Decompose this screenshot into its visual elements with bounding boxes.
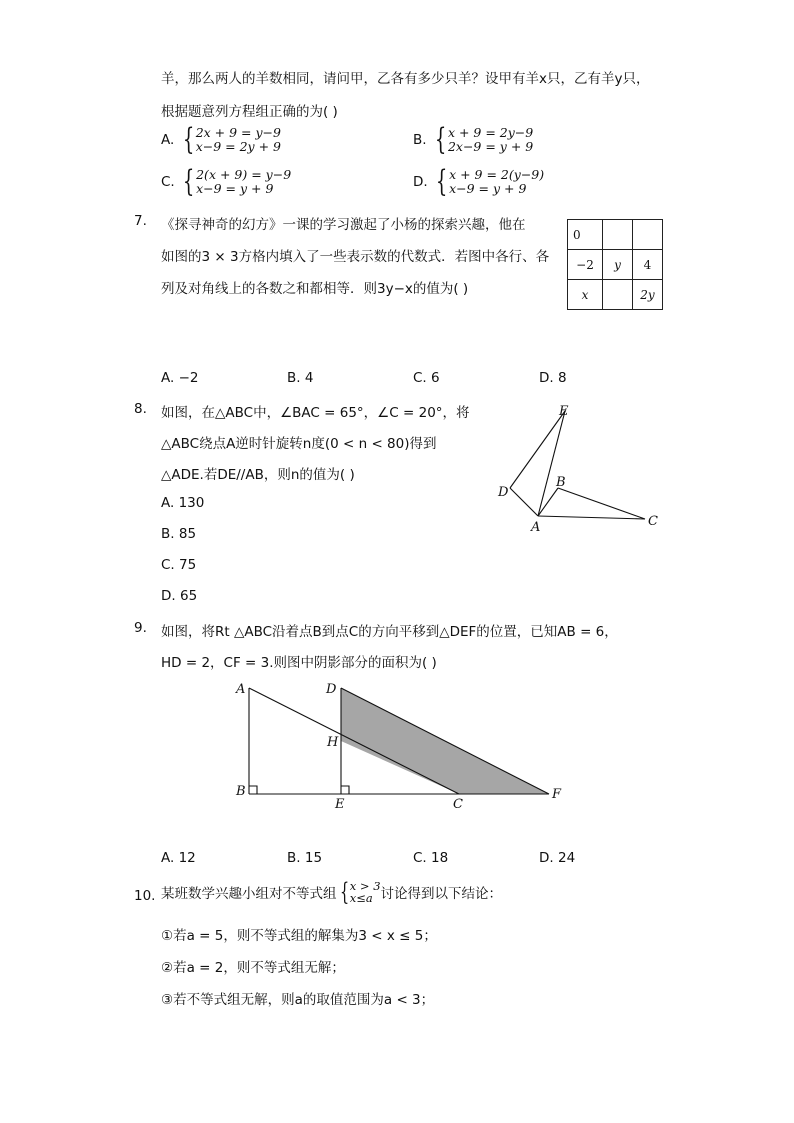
label-a: A [531, 520, 541, 535]
grid-cell: 2y [633, 280, 663, 310]
segment-ac [538, 516, 645, 519]
label-e: E [335, 797, 345, 812]
segment-ae [538, 411, 565, 516]
magic-square-grid [567, 219, 663, 310]
brace-icon: { [182, 164, 195, 199]
label-b: B [236, 784, 246, 799]
q8-line1: 如图，在△ABC中，∠BAC = 65°，∠C = 20°，将 [161, 405, 470, 421]
segment-bc [558, 488, 645, 519]
q7-number: 7. [134, 213, 147, 229]
q8-option-c[interactable]: C. 75 [161, 557, 197, 573]
q7-option-a[interactable]: A. −2 [161, 370, 199, 386]
q9-line2: HD = 2，CF = 3.则图中阴影部分的面积为( ) [161, 655, 437, 671]
q6-option-a[interactable]: A. { 2x + 9 = y−9 x−9 = 2y + 9 [161, 122, 281, 157]
q7-option-c[interactable]: C. 6 [413, 370, 440, 386]
q10-conclusion-1: ①若a = 5，则不等式组的解集为3 < x ≤ 5； [161, 928, 437, 944]
q7-option-d[interactable]: D. 8 [539, 370, 567, 386]
q9-option-d[interactable]: D. 24 [539, 850, 576, 866]
q8-line3: △ADE.若DE//AB，则n的值为( ) [161, 467, 355, 483]
q8-option-d[interactable]: D. 65 [161, 588, 198, 604]
segment-ad [510, 488, 538, 516]
q10-number: 10. [134, 888, 156, 904]
q6-option-d[interactable]: D. { x + 9 = 2(y−9) x−9 = y + 9 [413, 164, 545, 199]
q7-line2: 如图的3 × 3方格内填入了一些表示数的代数式．若图中各行、各 [161, 249, 550, 265]
brace-icon: { [339, 878, 349, 906]
grid-cell: −2 [568, 250, 603, 280]
grid-cell: y [603, 250, 633, 280]
q6-line2: 根据题意列方程组正确的为( ) [161, 104, 338, 120]
grid-cell: x [568, 280, 603, 310]
brace-icon: { [434, 122, 447, 157]
grid-cell: 0 [568, 220, 603, 250]
q7-line3: 列及对角线上的各数之和都相等．则3y−x的值为( ) [161, 281, 469, 297]
grid-cell: 4 [633, 250, 663, 280]
q8-option-b[interactable]: B. 85 [161, 526, 197, 542]
label-c: C [453, 797, 463, 812]
q6-option-c[interactable]: C. { 2(x + 9) = y−9 x−9 = y + 9 [161, 164, 292, 199]
q7-option-b[interactable]: B. 4 [287, 370, 314, 386]
segment-ab [538, 488, 558, 516]
q9-option-c[interactable]: C. 18 [413, 850, 449, 866]
q8-line2: △ABC绕点A逆时针旋转n度(0 < n < 80)得到 [161, 436, 437, 452]
label-f: F [552, 787, 562, 802]
label-e: E [559, 404, 569, 419]
grid-cell [633, 220, 663, 250]
label-d: D [326, 682, 337, 697]
q10-intro: 某班数学兴趣小组对不等式组 { x > 3 x≤a 讨论得到以下结论： [161, 878, 503, 906]
q9-option-b[interactable]: B. 15 [287, 850, 323, 866]
brace-icon: { [435, 164, 448, 199]
right-angle-mark-b [249, 786, 257, 794]
right-angle-mark-e [341, 786, 349, 794]
q8-option-a[interactable]: A. 130 [161, 495, 205, 511]
brace-icon: { [182, 122, 194, 157]
q9-translation-figure [230, 678, 570, 814]
label-b: B [556, 475, 566, 490]
q10-conclusion-2: ②若a = 2，则不等式组无解； [161, 960, 345, 976]
q9-line1: 如图，将Rt △ABC沿着点B到点C的方向平移到△DEF的位置，已知AB = 6， [161, 624, 618, 640]
label-c: C [648, 514, 658, 529]
label-a: A [236, 682, 246, 697]
label-d: D [498, 485, 509, 500]
q9-option-a[interactable]: A. 12 [161, 850, 196, 866]
q7-line1: 《探寻神奇的幻方》一课的学习激起了小杨的探索兴趣，他在 [161, 217, 526, 233]
q8-rotation-figure [490, 398, 670, 536]
q6-option-b[interactable]: B. { x + 9 = 2y−9 2x−9 = y + 9 [413, 122, 534, 157]
grid-cell [603, 220, 633, 250]
grid-cell [603, 280, 633, 310]
q6-line1: 羊，那么两人的羊数相同，请问甲，乙各有多少只羊？设甲有羊x只，乙有羊y只， [161, 71, 650, 87]
label-h: H [327, 735, 339, 750]
q10-conclusion-3: ③若不等式组无解，则a的取值范围为a < 3； [161, 992, 435, 1008]
q9-number: 9. [134, 620, 147, 636]
q8-number: 8. [134, 401, 147, 417]
